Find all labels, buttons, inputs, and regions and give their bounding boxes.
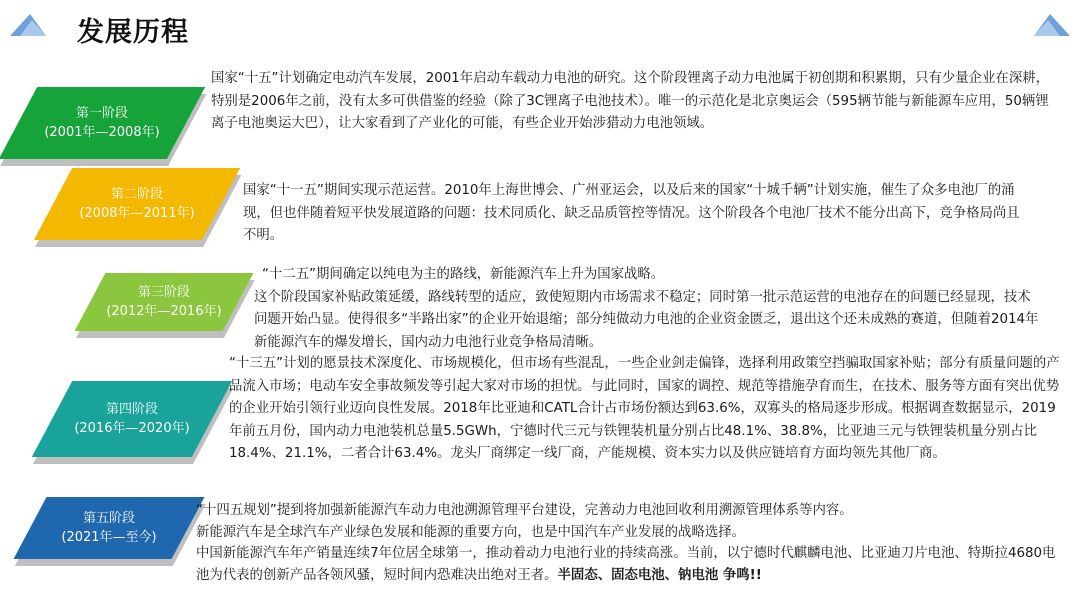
stage-name: 第五阶段 [82, 511, 135, 526]
stage-period: (2012年—2016年) [106, 304, 222, 319]
paragraph-text: 中国新能源汽车年产销量连续7年位居全球第一，推动着动力电池行业的持续高涨。当前，以宁德时代麒麟电池、比亚迪刀片电池、特斯拉4680电池为代表的创新产品各领风骚，短时间内恐难决出绝对王者。 [196, 546, 1056, 583]
paragraph: “十三五”计划的愿景技术深度化、市场规模化，但市场有些混乱，一些企业剑走偏锋，选择利用政策空挡骗取国家补贴；部分有质量问题的产品流入市场；电动车安全事故频发等引起大家对市场的担忧。与此同时，国家的调控、规范等措施孕育而生，在技术、服务等方面有突出优势的企业开始引领行业迈向良性发展。2018年比亚迪和CATL合计占市场份额达到63.6%，双寡头的格局逐步形成。根据调查数据显示，2019年前五月份，国内动力电池装机总量5.5GWh，宁德时代三元与铁锂装机量分别占比48.1%、38.8%，比亚迪三元与铁锂装机量分别占比18.4%、21.1%，二者合计63.4%。龙头厂商绑定一线厂商，产能规模、资本实力以及供应链培育方面均领先其他厂商。 [229, 356, 1060, 461]
stage-name: 第三阶段 [137, 285, 190, 300]
stage-badge-2 [34, 168, 240, 240]
triangle-decoration-icon [10, 14, 46, 36]
stage-badge-1 [0, 87, 205, 159]
paragraph: “十四五规划”提到将加强新能源汽车动力电池溯源管理平台建设，完善动力电池回收利用溯源管理体系等内容。 [196, 503, 853, 518]
stage-period: (2021年—至今) [61, 530, 157, 545]
stage-badge-4 [32, 381, 232, 457]
page-title: 发展历程 [77, 17, 189, 48]
stage-period: (2016年—2020年) [74, 421, 190, 436]
stage-description-5 [196, 500, 1068, 586]
stage-description-2 [243, 180, 1033, 248]
paragraph: 新能源汽车是全球汽车产业绿色发展和能源的重要方向，也是中国汽车产业发展的战略选择。 [196, 524, 746, 540]
paragraph: 国家“十五”计划确定电动汽车发展，2001年启动车载动力电池的研究。这个阶段锂离子动力电池属于初创期和积累期，只有少量企业在深耕，特别是2006年之前，没有太多可供借鉴的经验（除了3C锂离子电池技术）。唯一的示范化是北京奥运会（595辆节能与新能源车应用，50辆锂离子电池奥运大巴），让大家看到了产业化的可能，有些企业开始涉猎动力电池领域。 [211, 71, 1049, 131]
stage-description-1 [211, 68, 1056, 136]
stage-name: 第一阶段 [75, 106, 128, 121]
paragraph: “十二五”期间确定以纯电为主的路线，新能源汽车上升为国家战略。 [262, 267, 665, 282]
paragraph: 国家“十一五”期间实现示范运营。2010年上海世博会、广州亚运会，以及后来的国家“十城千辆”计划实施，催生了众多电池厂的涌现，但也伴随着短平快发展道路的问题：技术同质化、缺乏品质管控等情况。这个阶段各个电池厂技术不能分出高下，竞争格局尚且不明。 [243, 183, 1020, 243]
stage-description-3 [254, 264, 1044, 354]
stage-name: 第二阶段 [110, 187, 163, 202]
stage-name: 第四阶段 [105, 402, 158, 417]
stage-period: (2001年—2008年) [44, 125, 160, 140]
emphasis-text: 半固态、固态电池、钠电池 争鸣!! [557, 567, 762, 583]
stage-description-4 [229, 353, 1067, 466]
stage-badge-5 [14, 497, 205, 559]
stage-badge-3 [75, 273, 254, 331]
stage-period: (2008年—2011年) [79, 206, 195, 221]
triangle-decoration-icon [1034, 14, 1070, 36]
paragraph: 这个阶段国家补贴政策延缓，路线转型的适应，致使短期内市场需求不稳定；同时第一批示范运营的电池存在的问题已经显现，技术问题开始凸显。使得很多“半路出家”的企业开始退缩；部分纯做动力电池的企业资金匮乏，退出这个还未成熟的赛道，但随着2014年新能源汽车的爆发增长，国内动力电池行业竞争格局清晰。 [254, 289, 1039, 350]
paragraph [196, 543, 1068, 586]
